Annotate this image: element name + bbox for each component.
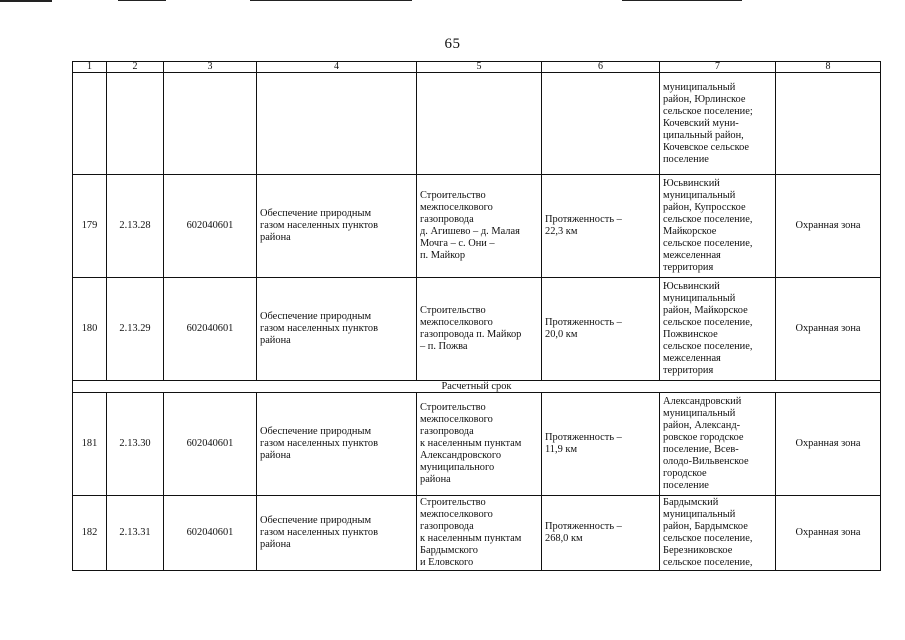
text-line: межселенная [663, 353, 721, 364]
text-line: Обеспечение природным [260, 426, 372, 437]
row-number-cell: 182 [73, 496, 107, 571]
text-line: 268,0 км [545, 533, 583, 544]
length-cell [542, 175, 660, 278]
text-line: Бардымский [663, 497, 719, 508]
text-line: Александровский [663, 396, 742, 407]
text-line: Строительство [420, 305, 486, 316]
object-cell [417, 393, 542, 496]
text-line: Кочевское сельское [663, 141, 750, 153]
text-line: района [260, 335, 291, 346]
text-line: газопровода [420, 214, 474, 225]
text-line: ципальный район, [663, 129, 744, 141]
text-line: газопровода п. Майкор [420, 329, 522, 340]
text-line: муниципальный [663, 293, 736, 304]
text-line: муниципальный [663, 81, 736, 93]
text-line: 22,3 км [545, 226, 578, 237]
row-number-cell: 179 [73, 175, 107, 278]
column-number: 4 [257, 62, 417, 73]
text-line: район, Майкорское [663, 305, 748, 316]
text-line: межпоселкового [420, 317, 493, 328]
text-line: Обеспечение природным [260, 515, 372, 526]
text-line: Березниковское [663, 545, 733, 556]
text-line: 11,9 км [545, 444, 578, 455]
text-line: газом населенных пунктов [260, 438, 379, 449]
text-line: сельское поселение, [663, 557, 753, 568]
text-line: района [420, 474, 451, 485]
text-line: сельское поселение, [663, 341, 753, 352]
text-line: Кочевский муни- [663, 117, 739, 129]
text-line: газом населенных пунктов [260, 323, 379, 334]
id-cell: 602040601 [164, 393, 257, 496]
row-number-cell: 180 [73, 278, 107, 381]
purpose-cell [257, 278, 417, 381]
text-line: межпоселкового [420, 202, 493, 213]
text-line: Строительство [420, 497, 486, 508]
text-line: д. Агишево – д. Малая [420, 226, 520, 237]
top-rule-left [0, 0, 52, 2]
text-line: газопровода [420, 521, 474, 532]
text-line: район, Юрлинское [663, 93, 746, 105]
section-row [73, 381, 881, 393]
location-cell [660, 496, 776, 571]
zone-cell: Охранная зона [776, 393, 881, 496]
text-line: поселение, Всев- [663, 444, 739, 455]
text-line: Пожвинское [663, 329, 718, 340]
zone-cell: Охранная зона [776, 496, 881, 571]
text-line: к населенным пунктам [420, 533, 522, 544]
page-number: 65 [444, 36, 461, 52]
column-number: 1 [73, 62, 107, 73]
purpose-cell [257, 496, 417, 571]
text-line: Юсьвинский [663, 178, 720, 189]
text-line: Мочга – с. Они – [420, 238, 495, 249]
continuation-row [73, 73, 881, 175]
code-cell: 2.13.30 [107, 393, 164, 496]
column-number-row [73, 62, 881, 73]
top-rule-right [622, 0, 742, 1]
text-line: межселенная [663, 250, 721, 261]
text-line: муниципального [420, 462, 495, 473]
text-line: Обеспечение природным [260, 311, 372, 322]
zone-cell: Охранная зона [776, 175, 881, 278]
empty-cell [257, 73, 417, 175]
length-cell [542, 278, 660, 381]
text-line: Протяженность – [545, 317, 622, 328]
text-line: района [260, 539, 291, 550]
column-number: 8 [776, 62, 881, 73]
object-cell [417, 496, 542, 571]
id-cell: 602040601 [164, 496, 257, 571]
empty-cell [417, 73, 542, 175]
object-cell [417, 175, 542, 278]
text-line: муниципальный [663, 408, 736, 419]
length-cell [542, 393, 660, 496]
text-line: сельское поселение, [663, 238, 753, 249]
text-line: Протяженность – [545, 214, 622, 225]
id-cell: 602040601 [164, 175, 257, 278]
purpose-cell [257, 175, 417, 278]
text-line: межпоселкового [420, 509, 493, 520]
code-cell: 2.13.31 [107, 496, 164, 571]
text-line: района [260, 232, 291, 243]
table-row [73, 393, 881, 496]
object-cell [417, 278, 542, 381]
text-line: муниципальный [663, 190, 736, 201]
section-label: Расчетный срок [73, 381, 881, 393]
id-cell: 602040601 [164, 278, 257, 381]
text-line: Бардымского [420, 545, 479, 556]
location-cell [660, 175, 776, 278]
text-line: сельское поселение, [663, 214, 753, 225]
column-number: 3 [164, 62, 257, 73]
text-line: п. Майкор [420, 250, 466, 261]
column-number: 5 [417, 62, 542, 73]
empty-cell [776, 73, 881, 175]
text-line: и Еловского [420, 557, 474, 568]
text-line: олодо-Вильвенское [663, 456, 749, 467]
text-line: газопровода [420, 426, 474, 437]
text-line: район, Купросское [663, 202, 746, 213]
length-cell [542, 496, 660, 571]
empty-cell [164, 73, 257, 175]
text-line: газом населенных пунктов [260, 527, 379, 538]
text-line: Александровского [420, 450, 502, 461]
text-line: район, Александ- [663, 420, 741, 431]
table-row [73, 496, 881, 571]
text-line: территория [663, 365, 714, 376]
text-line: газом населенных пунктов [260, 220, 379, 231]
location-cell [660, 393, 776, 496]
column-number: 7 [660, 62, 776, 73]
text-line: ровское городское [663, 432, 744, 443]
location-cell [660, 73, 776, 175]
code-cell: 2.13.29 [107, 278, 164, 381]
text-line: Протяженность – [545, 432, 622, 443]
text-line: район, Бардымское [663, 521, 748, 532]
top-rule-middle [118, 0, 166, 1]
text-line: территория [663, 262, 714, 273]
text-line: Строительство [420, 190, 486, 201]
zone-cell: Охранная зона [776, 278, 881, 381]
table-row [73, 175, 881, 278]
text-line: Юсьвинский [663, 281, 720, 292]
text-line: к населенным пунктам [420, 438, 522, 449]
text-line: Протяженность – [545, 521, 622, 532]
text-line: поселение [663, 153, 709, 165]
top-rule-center [250, 0, 412, 1]
text-line: района [260, 450, 291, 461]
code-cell: 2.13.28 [107, 175, 164, 278]
text-line: Строительство [420, 402, 486, 413]
column-number: 2 [107, 62, 164, 73]
text-line: сельское поселение, [663, 317, 753, 328]
row-number-cell: 181 [73, 393, 107, 496]
empty-cell [542, 73, 660, 175]
table-row [73, 278, 881, 381]
empty-cell [107, 73, 164, 175]
text-line: Майкорское [663, 226, 717, 237]
text-line: межпоселкового [420, 414, 493, 425]
text-line: муниципальный [663, 509, 736, 520]
column-number: 6 [542, 62, 660, 73]
text-line: поселение [663, 480, 709, 491]
text-line: сельское поселение; [663, 105, 753, 117]
text-line: городское [663, 468, 707, 479]
text-line: – п. Пожва [420, 341, 468, 352]
location-cell [660, 278, 776, 381]
text-line: сельское поселение, [663, 533, 753, 544]
empty-cell [73, 73, 107, 175]
purpose-cell [257, 393, 417, 496]
text-line: Обеспечение природным [260, 208, 372, 219]
document-table [72, 61, 881, 571]
text-line: 20,0 км [545, 329, 578, 340]
